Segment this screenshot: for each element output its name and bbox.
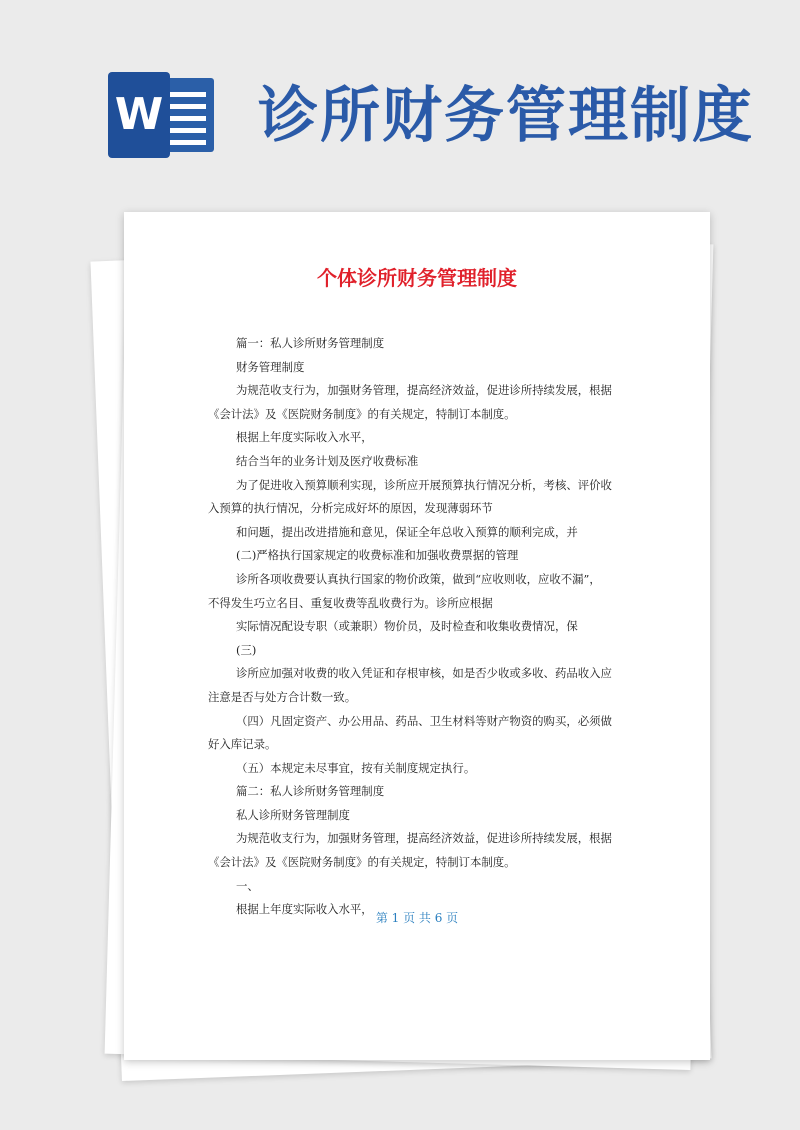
body-line: 一、 [236, 878, 259, 893]
body-line: 好入库记录。 [208, 737, 277, 752]
word-icon: W [108, 72, 170, 158]
body-line: 《会计法》及《医院财务制度》的有关规定，特制订本制度。 [208, 406, 516, 421]
document-body [208, 332, 620, 922]
banner-title: 诊所财务管理制度 [258, 81, 754, 151]
document-page [124, 212, 710, 1060]
body-line: 入预算的执行情况，分析完成好坏的原因，发现薄弱环节 [208, 501, 493, 516]
body-line: 不得发生巧立名目、重复收费等乱收费行为。诊所应根据 [208, 595, 493, 610]
body-line: 为规范收支行为，加强财务管理，提高经济效益，促进诊所持续发展，根据 [236, 831, 612, 846]
body-line: 篇一：私人诊所财务管理制度 [236, 336, 385, 350]
body-line: （四）凡固定资产、办公用品、药品、卫生材料等财产物资的购买，必须做 [236, 713, 612, 728]
page-footer: 第 1 页 共 6 页 [375, 911, 459, 925]
body-line: 《会计法》及《医院财务制度》的有关规定，特制订本制度。 [208, 855, 516, 870]
body-line: 为了促进收入预算顺利实现，诊所应开展预算执行情况分析，考核、评价收 [236, 477, 612, 492]
body-line: （五）本规定未尽事宜，按有关制度规定执行。 [236, 760, 476, 775]
body-line: 财务管理制度 [236, 359, 305, 374]
body-line: 诊所应加强对收费的收入凭证和存根审核，如是否少收或多收、药品收入应 [236, 666, 612, 681]
body-line: (三) [236, 642, 257, 657]
body-line: 根据上年度实际收入水平， [236, 902, 373, 917]
body-line: 和问题，提出改进措施和意见，保证全年总收入预算的顺利完成，并 [236, 524, 578, 539]
body-line: 诊所各项收费要认真执行国家的物价政策，做到“应收则收，应收不漏”， [236, 571, 601, 586]
body-line: 私人诊所财务管理制度 [236, 807, 350, 822]
body-line: 根据上年度实际收入水平， [236, 430, 373, 445]
body-line: (二)严格执行国家规定的收费标准和加强收费票据的管理 [236, 548, 519, 563]
body-line: 注意是否与处方合计数一致。 [208, 689, 357, 704]
document-title: 个体诊所财务管理制度 [317, 266, 517, 290]
word-logo [108, 72, 216, 158]
body-line: 实际情况配设专职（或兼职）物价员，及时检查和收集收费情况，保 [236, 619, 578, 634]
body-line: 为规范收支行为，加强财务管理，提高经济效益，促进诊所持续发展，根据 [236, 383, 612, 398]
body-line: 篇二：私人诊所财务管理制度 [236, 784, 385, 799]
body-line: 结合当年的业务计划及医疗收费标准 [236, 453, 419, 468]
